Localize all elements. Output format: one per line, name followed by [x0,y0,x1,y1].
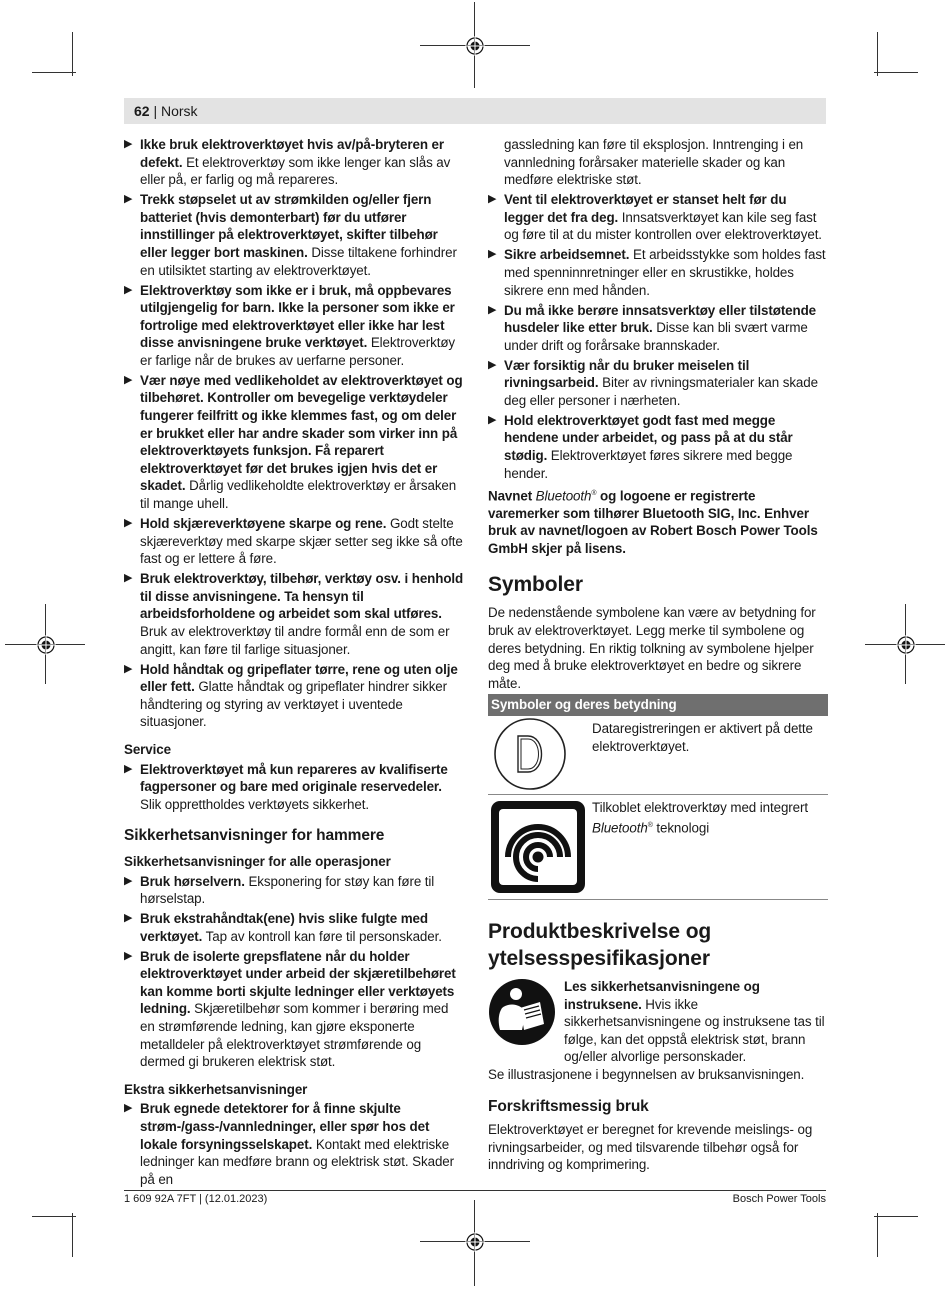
bullet-text: Dårlig vedlikeholdte elektroverktøy er årsaken til mange uhell. [140,478,457,512]
bullet-bold: Ikke bruk elektroverktøyet hvis av/på-bryteren er defekt. [140,137,444,170]
bullet-bold: Bruk elektroverktøy, tilbehør, verktøy osv. i henhold til disse anvisningene. Ta hensyn til arbeidsforholdene og arbeidet som skal utføres. [140,571,464,622]
crop-mark [877,32,878,76]
bullet-triangle-icon: ▶ [488,358,497,371]
list-item [124,1100,466,1188]
table-row [488,795,828,900]
list-item [124,761,466,814]
bluetooth-connectivity-icon [488,795,592,899]
bullet-triangle-icon: ▶ [488,303,497,316]
bullet-list-general [124,136,466,731]
crop-mark [877,1213,878,1257]
registration-mark-icon [465,36,485,56]
bullet-bold: Hold håndtak og gripeflater tørre, rene og uten olje eller fett. [140,661,458,695]
bullet-bold: Hold elektroverktøyet godt fast med megge hendene under arbeidet, og pass på at du står stødig. [504,412,793,464]
footer-divider [124,1190,826,1191]
extra-safety-heading: Ekstra sikkerhetsanvisninger [124,1081,308,1097]
bullet-triangle-icon: ▶ [124,949,133,962]
bullet-triangle-icon: ▶ [488,413,497,426]
bullet-text: Elektroverktøy er farlige når de brukes av uerfarne personer. [140,335,456,368]
bullet-triangle-icon: ▶ [124,193,133,206]
bullet-bold: Vær nøye med vedlikeholdet av elektroverktøyet og tilbehøret. Kontroller om bevegelige verktøydeler fungerer feilfritt og ikke klemmes fast, og om deler er brukket eller har andre skader som virker inn på elektroverktøyets funksjon. Få reparert elektroverktøyet før det brukes igjen hvis det er skadet. [140,372,463,494]
bullet-triangle-icon: ▶ [488,193,497,206]
bullet-triangle-icon: ▶ [124,517,133,530]
bullet-triangle-icon: ▶ [124,874,133,887]
bullet-text: Glatte håndtak og gripeflater hindrer sikker håndtering og styring av verktøyet i uventede situasjoner. [140,679,448,730]
list-item [124,910,466,945]
bullet-triangle-icon: ▶ [124,572,133,585]
symbols-table [488,716,828,900]
see-illustrations-text: Se illustrasjonene i begynnelsen av bruksanvisningen. [488,1067,805,1082]
crop-mark [72,32,73,76]
bullet-triangle-icon: ▶ [124,762,133,775]
page-header [124,98,826,124]
bullet-text: Elektroverktøyet føres sikrere med begge hender. [504,448,793,481]
bullet-bold: Hold skjæreverktøyene skarpe og rene. [140,516,387,532]
bullet-text: Tap av kontroll kan føre til personskader. [202,928,442,944]
bullet-bold: Bruk de isolerte grepsflatene når du holder elektroverktøyet under arbeid der skjæretilbehøret kan komme borti skjulte ledninger eller verktøyets ledning. [140,948,456,1017]
list-item [488,357,828,410]
registration-mark-icon [465,1232,485,1252]
list-item [124,515,466,568]
symbol-description: Dataregistreringen er aktivert på dette elektroverktøyet. [592,721,813,754]
list-item [124,570,466,658]
bullet-bold: Bruk hørselvern. [140,873,245,889]
data-registration-d-icon [488,716,592,794]
bullet-text: Kontakt med elektriske ledninger kan medføre brann og elektrisk støt. Skader på en [140,1136,454,1187]
symbols-intro: De nedenstående symbolene kan være av betydning for bruk av elektroverktøyet. Legg merke til symbolene og deres betydning. En riktig tolkning av symbolene hjelper deg med å bruke elektroverktøyet en bedre og sikrere måte. [488,605,816,691]
list-item [488,191,828,244]
footer-doc-code: 1 609 92A 7FT | (12.01.2023) [124,1193,268,1205]
registration-mark-icon [36,635,56,655]
product-description-heading: Produktbeskrivelse og ytelsesspesifikasjoner [488,920,712,971]
continued-text: gassledning kan føre til eksplosjon. Inntrenging i en vannledning forårsaker materielle skader og kan medføre elektriske støt. [504,137,804,188]
symbol-description: Tilkoblet elektroverktøy med integrert Bluetooth® teknologi [592,800,808,836]
read-instructions-block [488,978,828,1066]
symbols-table-header: Symboler og deres betydning [488,694,828,716]
bullet-bold: Sikre arbeidsemnet. [504,247,630,263]
list-item [124,948,466,1071]
bullet-triangle-icon: ▶ [124,138,133,150]
bullet-bold: Trekk støpselet ut av strømkilden og/eller fjern batteriet (hvis demonterbart) før du utfører innstillinger på elektroverktøyet, skifter tilbehør eller legger bort maskinen. [140,192,438,260]
bullet-text: Disse kan bli svært varme under drift og forårsake brannskader. [504,320,808,353]
bullet-bold: Bruk egnede detektorer for å finne skjulte strøm-/gass-/vannledninger, eller spør hos det lokale forsyningsselskapet. [140,1101,430,1152]
bullet-text: Godt stelte skjæreverktøy med skarpe skjær setter seg ikke så ofte fast og er lettere å føre. [140,516,463,567]
symbols-heading: Symboler [488,573,583,597]
list-item [124,873,466,908]
registration-mark-icon [896,635,916,655]
bullet-text: Innsatsverktøyet kan kile seg fast og føre til at du mister kontrollen over elektroverktøyet. [504,209,822,243]
bullet-bold: Du må ikke berøre innsatsverktøy eller tilstøtende husdeler like etter bruk. [504,302,817,336]
left-column [124,136,466,1191]
list-item [124,372,466,513]
right-column [488,136,828,1176]
read-manual-icon [488,978,564,1066]
intended-use-heading: Forskriftsmessig bruk [488,1097,649,1115]
list-item [124,136,466,189]
crop-mark [72,1213,73,1257]
crop-mark [874,72,918,73]
bullet-bold: Elektroverktøy som ikke er i bruk, må oppbevares utilgjengelig for barn. Ikke la personer som ikke er fortrolige med elektroverktøyet eller ikke har lest disse anvisningene bruke verktøyet. [140,282,455,351]
bullet-text: Eksponering for støy kan føre til hørselstap. [140,873,435,907]
bullet-text: Biter av rivningsmaterialer kan skade deg eller personer i nærheten. [504,375,818,408]
bullet-bold: Elektroverktøyet må kun repareres av kvalifiserte fagpersoner og bare med originale reservedeler. [140,761,448,795]
list-item [124,661,466,731]
bullet-bold: Vent til elektroverktøyet er stanset helt før du legger det fra deg. [504,192,787,225]
hammer-safety-heading: Sikkerhetsanvisninger for hammere [124,827,385,845]
bullet-bold: Vær forsiktig når du bruker meiselen til rivningsarbeid. [504,357,750,391]
list-item [488,302,828,355]
intended-use-text: Elektroverktøyet er beregnet for krevende meislings- og rivningsarbeider, og med tilsvarende tilbehør også for inndriving og komprimering. [488,1122,813,1173]
bullet-triangle-icon: ▶ [124,373,133,386]
bullet-triangle-icon: ▶ [124,662,133,675]
bullet-bold: Bruk ekstrahåndtak(ene) hvis slike fulgte med verktøyet. [140,911,428,944]
service-heading: Service [124,741,171,757]
footer-brand: Bosch Power Tools [732,1193,826,1205]
read-instructions-text: Les sikkerhetsanvisningene og instruksene. Hvis ikke sikkerhetsanvisningene og instruksene tas til følge, kan det oppstå elektrisk støt, brann og/eller alvorlige personskader. [564,979,825,1065]
list-item [488,412,828,482]
bullet-text: Bruk av elektroverktøy til andre formål enn de som er angitt, kan føre til farlige situasjoner. [140,623,450,657]
table-row [488,716,828,795]
bullet-text: Et elektroverktøy som ikke lenger kan slås av eller på, er farlig og må repareres. [140,154,451,188]
list-item [124,282,466,370]
bullet-triangle-icon: ▶ [124,1102,133,1115]
bullet-text: Slik opprettholdes verktøyets sikkerhet. [140,796,369,812]
bullet-triangle-icon: ▶ [124,912,133,925]
page-number: 62 [134,103,150,119]
header-separator: | [149,103,161,119]
crop-mark [874,1216,918,1217]
bullet-text: Disse tiltakene forhindrer en utilsiktet starting av elektroverktøyet. [140,244,457,278]
all-operations-heading: Sikkerhetsanvisninger for alle operasjoner [124,853,391,869]
trademark-notice: Navnet Bluetooth® og logoene er registrerte varemerker som tilhører Bluetooth SIG, Inc. Enhver bruk av navnet/logoen av Robert Bosch Power Tools GmbH skjer på lisens. [488,488,818,556]
bullet-triangle-icon: ▶ [488,248,497,261]
crop-mark [32,1216,76,1217]
header-language: Norsk [161,103,198,119]
bullet-text: Skjæretilbehør som kommer i berøring med en strømførende ledning, kan gjøre eksponerte metalldeler på elektroverktøyet strømførende og dermed gi brukeren elektrisk støt. [140,1001,449,1070]
list-item [488,246,828,299]
crop-mark [32,72,76,73]
bullet-text: Et arbeidsstykke som holdes fast med spenninnretninger eller en skrustikke, holdes sikrere enn med hånden. [504,247,826,298]
list-item [124,191,466,279]
bullet-triangle-icon: ▶ [124,283,133,296]
